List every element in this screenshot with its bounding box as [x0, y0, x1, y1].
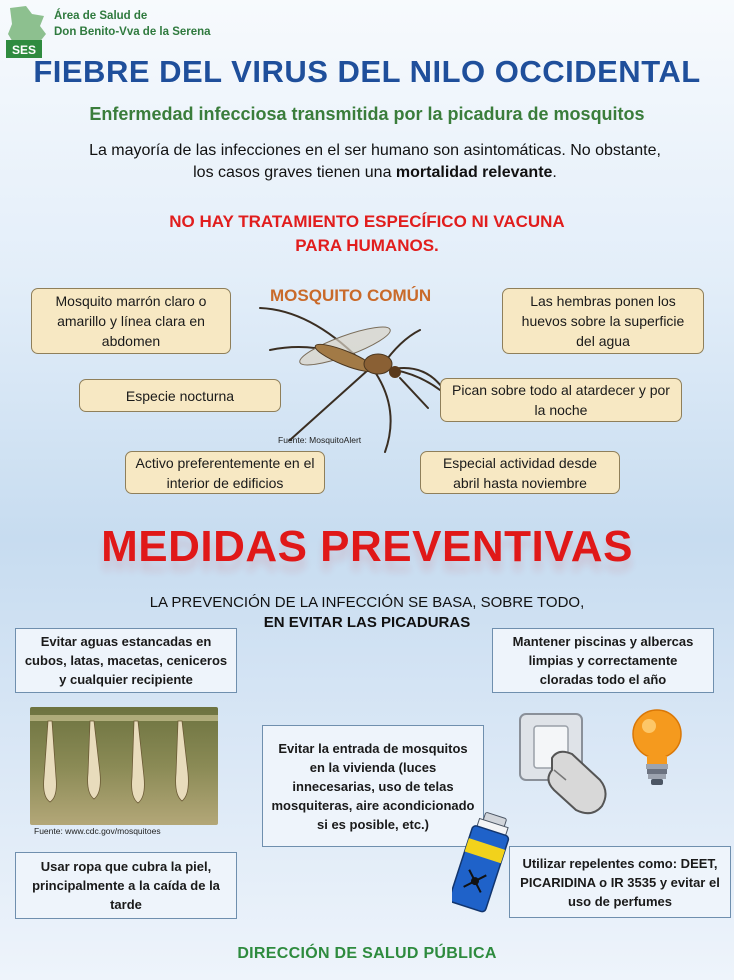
intro-end: . — [552, 164, 557, 181]
photo-source: Fuente: www.cdc.gov/mosquitoes — [34, 826, 161, 836]
measure-repellents: Utilizar repelentes como: DEET, PICARIDINA o IR 3535 y evitar el uso de perfumes — [509, 846, 731, 918]
warning-text — [0, 210, 734, 258]
light-bulb-icon — [626, 706, 688, 790]
measure-pools: Mantener piscinas y albercas limpias y correctamente cloradas todo el año — [492, 628, 714, 693]
fact-color: Mosquito marrón claro o amarillo y línea clara en abdomen — [31, 288, 231, 354]
org-name-line1: Área de Salud de — [54, 10, 148, 22]
intro-bold: mortalidad relevante — [395, 164, 553, 181]
warning-line2: PARA HUMANOS. — [295, 236, 439, 255]
repellent-spray-icon — [452, 808, 516, 918]
fact-bite-time: Pican sobre todo al atardecer y por la noche — [440, 378, 682, 422]
ses-logo — [4, 4, 50, 60]
page-title: FIEBRE DEL VIRUS DEL NILO OCCIDENTAL — [33, 54, 701, 89]
mosquito-larvae-photo — [30, 707, 218, 825]
fact-season: Especial actividad desde abril hasta noviembre — [420, 451, 620, 494]
measure-stagnant-water: Evitar aguas estancadas en cubos, latas, macetas, ceniceros y cualquier recipiente — [15, 628, 237, 693]
footer-text: DIRECCIÓN DE SALUD PÚBLICA — [237, 945, 497, 962]
measure-home-entry: Evitar la entrada de mosquitos en la vivienda (luces innecesarias, uso de telas mosquiteras, aire acondicionado si es posible, etc.) — [262, 725, 484, 847]
mosquito-source: Fuente: MosquitoAlert — [278, 435, 362, 445]
org-name-line2: Don Benito-Vva de la Serena — [54, 26, 211, 38]
measure-clothing: Usar ropa que cubra la piel, principalmente a la caída de la tarde — [15, 852, 237, 919]
logo-text: SES — [11, 43, 37, 57]
prevention-intro-line2: EN EVITAR LAS PICADURAS — [263, 614, 471, 631]
prevention-intro-line1: LA PREVENCIÓN DE LA INFECCIÓN SE BASA, SOBRE TODO, — [149, 594, 585, 611]
mosquito-title: MOSQUITO COMÚN — [270, 286, 432, 305]
fact-eggs: Las hembras ponen los huevos sobre la superficie del agua — [502, 288, 704, 354]
page-subtitle: Enfermedad infecciosa transmitida por la picadura de mosquitos — [89, 104, 645, 124]
prevention-title: MEDIDAS PREVENTIVAS — [101, 522, 633, 571]
intro-paragraph — [80, 140, 670, 184]
fact-indoor: Activo preferentemente en el interior de edificios — [125, 451, 325, 494]
intro-text: La mayoría de las infecciones en el ser humano son asintomáticas. No obstante, los casos graves tienen una — [89, 142, 661, 181]
warning-line1: NO HAY TRATAMIENTO ESPECÍFICO NI VACUNA — [169, 212, 565, 231]
light-switch-icon — [514, 710, 614, 820]
fact-nocturnal: Especie nocturna — [79, 379, 281, 412]
